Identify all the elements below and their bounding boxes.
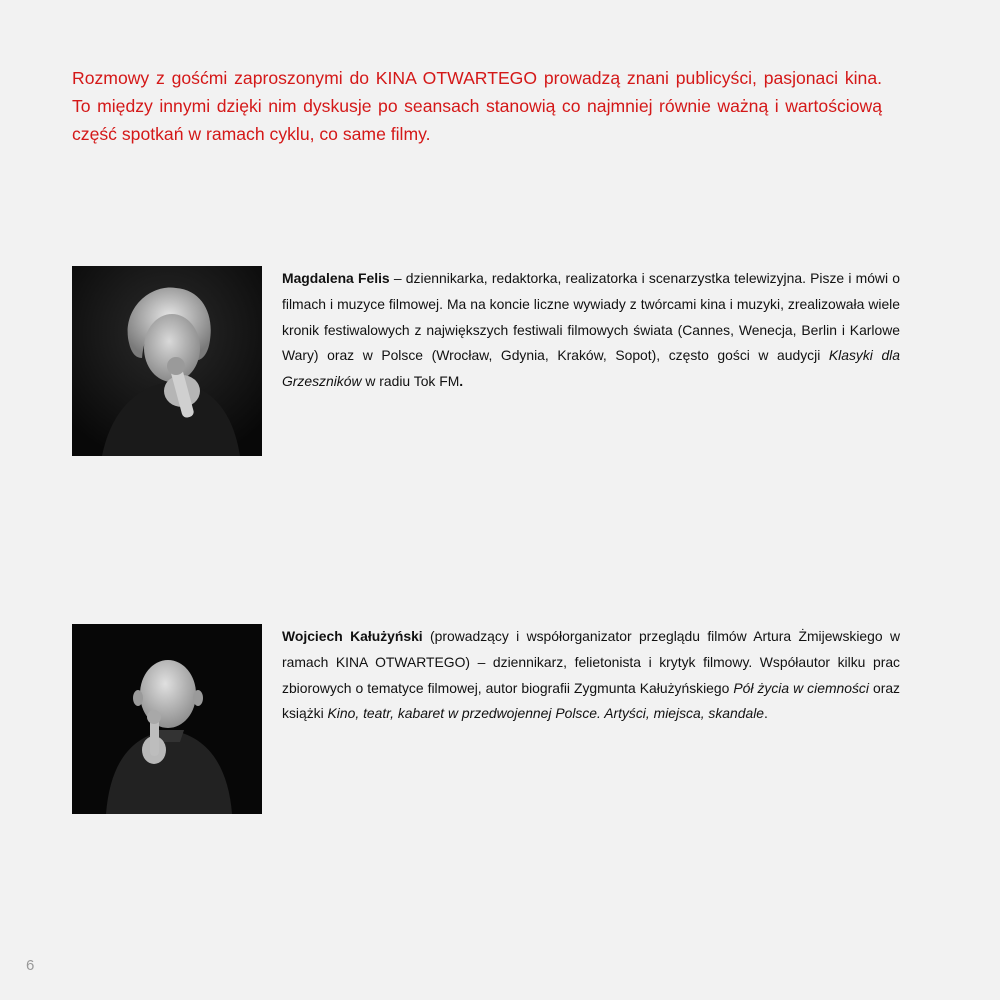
- photo-magdalena-felis: [72, 266, 262, 456]
- page-number: 6: [26, 957, 35, 974]
- bio-text-part: – dziennikarka, redaktorka, realizatorka i scenarzystka telewizyjna. Pisze i mówi o filmach i muzyce filmowej. Ma na koncie liczne wywiady z twórcami kina i muzyki, zrealizowała wiele kronik festiwalowych z największych festiwali filmowych świata (Cannes, Wenecja, Berlin i Karlowe Wary) oraz w Polsce (Wrocław, Gdynia, Kraków, Sopot), często gości w audycji: [282, 270, 900, 364]
- bio-italic-part: Klasyki dla Grzeszników: [282, 347, 900, 390]
- bio-magdalena-felis: [72, 266, 902, 456]
- person-name: Wojciech Kałużyński: [282, 628, 423, 644]
- bio-text-part: w radiu Tok FM: [361, 373, 460, 390]
- bio-text-part: .: [459, 373, 464, 390]
- bio-text-part: (prowadzący i współorganizator przeglądu filmów Artura Żmijewskiego w ramach KINA OTWARTEGO) – dziennikarz, felietonista i krytyk filmowy. Współautor kilku prac zbiorowych o tematyce filmowej, autor biografii Zygmunta Kałużyńskiego: [282, 628, 900, 696]
- bio-italic-part: Kino, teatr, kabaret w przedwojennej Polsce. Artyści, miejsca, skandale: [327, 705, 765, 722]
- bio-text-part: .: [764, 705, 768, 722]
- photo-wojciech-kaluzynski: [72, 624, 262, 814]
- bio-text-wojciech-kaluzynski: [282, 624, 900, 814]
- bio-wojciech-kaluzynski: [72, 624, 902, 814]
- bio-text-magdalena-felis: [282, 266, 900, 456]
- bio-italic-part: Pół życia w ciemności: [733, 679, 869, 696]
- intro-paragraph: Rozmowy z gośćmi zaproszonymi do KINA OTWARTEGO prowadzą znani publicyści, pasjonaci kina. To między innymi dzięki nim dyskusje po seansach stanowią co najmniej równie ważną i wartościową część spotkań w ramach cyklu, co same filmy.: [72, 68, 882, 144]
- person-name: Magdalena Felis: [282, 270, 390, 286]
- bio-text-part: oraz książki: [282, 679, 900, 722]
